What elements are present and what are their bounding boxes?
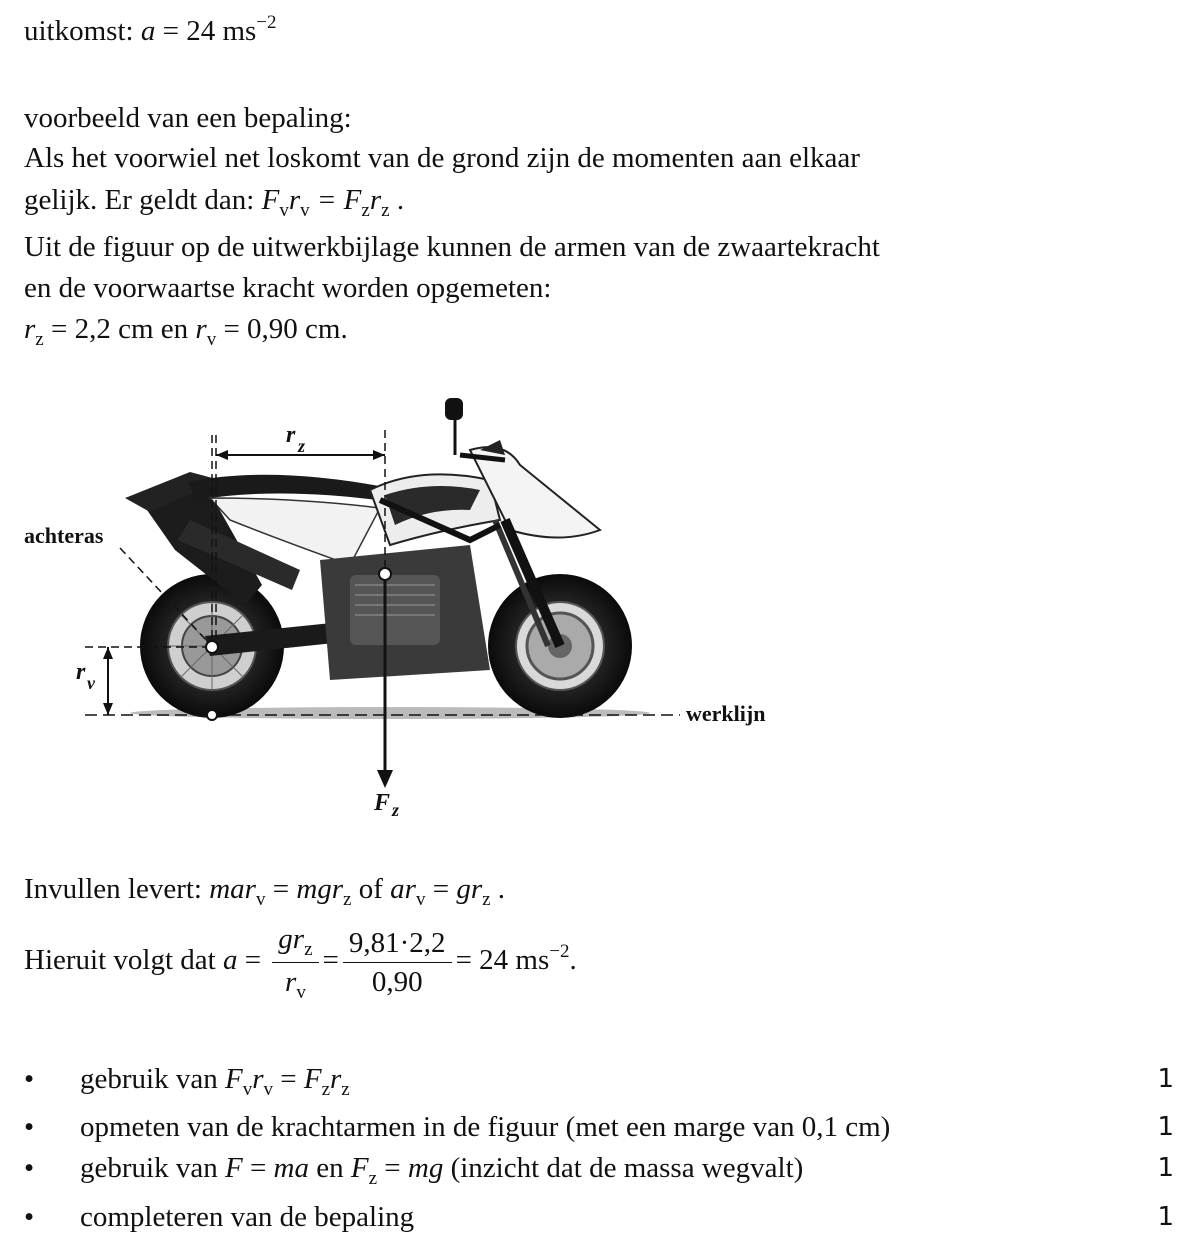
answer-line	[24, 14, 277, 52]
answer-var: a	[140, 15, 156, 47]
bullet-icon: •	[24, 1063, 35, 1095]
rz-subscript: z	[298, 436, 306, 456]
rv-value: = 0,90 cm.	[223, 313, 348, 345]
result-exp: −2	[549, 941, 570, 962]
example-heading: voorbeeld van een bepaling:	[24, 102, 352, 134]
rz-arrow	[216, 422, 385, 460]
fz-symbol: F	[374, 790, 391, 816]
points: 1	[1157, 1202, 1174, 1232]
answer-exp: −2	[256, 12, 277, 33]
fraction-numerator: 9,81·2,2	[343, 924, 452, 963]
motorcycle-image	[125, 398, 650, 719]
answer-eq: =	[162, 15, 179, 47]
example-line1: Als het voorwiel net loskomt van de grond zijn de momenten aan elkaar	[24, 142, 860, 174]
arm-measurements: $r_z = 2,2$ cm en $r_v = 0,90$ cm.	[24, 313, 348, 350]
example-line2: gelijk. Er geldt dan: $F_vr_v = F_zr_z$ .	[24, 184, 405, 221]
fill-in-line: Invullen levert: mar$_v$ = mgr$_z$ of $ar_v = gr_z$ .	[24, 873, 506, 910]
answer-label: uitkomst:	[24, 15, 134, 47]
example-line4: en de voorwaartse kracht worden opgemeten:	[24, 272, 552, 304]
fz-subscript: z	[392, 800, 400, 820]
rv-symbol: r	[76, 659, 86, 685]
werklijn-label: werklijn	[686, 701, 766, 726]
fraction-symbolic: $\frac{gr_z}{r_v}$	[272, 920, 318, 1005]
bullet-icon: •	[24, 1201, 35, 1233]
derive-label: Hieruit volgt dat	[24, 944, 216, 976]
derivation-line: Hieruit volgt dat a = $\frac{gr_z}{r_v}$ = $\frac{9,81\cdot 2,2}{0,90}$ = 24 $ms^{-2}$.	[24, 918, 577, 1006]
rz-value: = 2,2 cm en	[50, 313, 189, 345]
achteras-label: achteras	[24, 523, 104, 548]
bullet-icon: •	[24, 1111, 35, 1143]
points: 1	[1157, 1153, 1174, 1183]
motorcycle-figure	[0, 380, 800, 830]
bullet-icon: •	[24, 1152, 35, 1184]
result-value: = 24 ms	[455, 944, 550, 976]
example-line3: Uit de figuur op de uitwerkbijlage kunnen de armen van de zwaartekracht	[24, 231, 880, 263]
of-word: of	[358, 873, 383, 905]
fill-in-label: Invullen levert:	[24, 873, 202, 905]
points: 1	[1157, 1112, 1174, 1142]
points: 1	[1157, 1064, 1174, 1094]
example-line2-text: gelijk. Er geldt dan:	[24, 184, 255, 216]
fraction-numeric	[343, 924, 452, 1001]
rv-subscript: v	[87, 673, 95, 693]
rz-symbol: r	[286, 422, 296, 448]
answer-value: 24 ms	[186, 15, 257, 47]
moment-equation: $F_vr_v = F_zr_z$	[261, 184, 390, 221]
fraction-denominator: 0,90	[371, 965, 423, 998]
